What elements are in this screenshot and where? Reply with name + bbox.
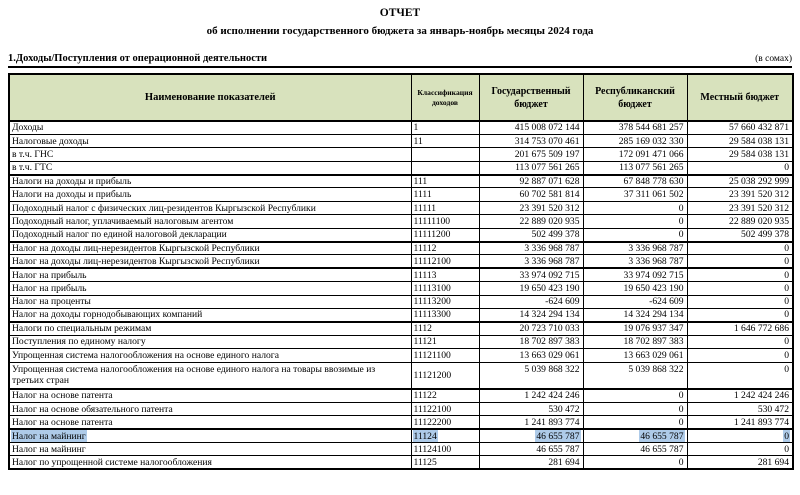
- local-budget-cell: 1 241 893 774: [687, 416, 793, 429]
- indicator-name-cell: Доходы: [9, 121, 411, 134]
- local-budget-cell: 1 646 772 686: [687, 322, 793, 335]
- classification-code-cell: 11111200: [411, 228, 479, 241]
- indicator-name-cell: Налог на прибыль: [9, 282, 411, 295]
- republican-budget-cell: 3 336 968 787: [583, 242, 687, 255]
- table-row[interactable]: [9, 416, 793, 429]
- local-budget-cell: 22 889 020 935: [687, 215, 793, 228]
- state-budget-cell: 23 391 520 312: [479, 201, 583, 214]
- classification-code-cell: 11113100: [411, 282, 479, 295]
- local-budget-cell: 0: [687, 161, 793, 174]
- republican-budget-cell: 0: [583, 456, 687, 469]
- classification-code-cell: 11121200: [411, 362, 479, 389]
- state-budget-cell: 13 663 029 061: [479, 349, 583, 362]
- classification-code-cell: 11124: [411, 429, 479, 442]
- state-budget-cell: 1 241 893 774: [479, 416, 583, 429]
- republican-budget-cell: 19 650 423 190: [583, 282, 687, 295]
- local-budget-cell: 1 242 424 246: [687, 389, 793, 402]
- report-subtitle: об исполнении государственного бюджета за январь-ноябрь месяцы 2024 года: [206, 25, 594, 37]
- table-row[interactable]: [9, 429, 793, 442]
- table-row[interactable]: [9, 255, 793, 268]
- classification-code-cell: 1111: [411, 188, 479, 201]
- state-budget-cell: 314 753 070 461: [479, 134, 583, 147]
- local-budget-cell: 530 472: [687, 402, 793, 415]
- classification-code-cell: 11113200: [411, 295, 479, 308]
- table-row[interactable]: [9, 349, 793, 362]
- table-row[interactable]: [9, 308, 793, 321]
- table-row[interactable]: [9, 215, 793, 228]
- republican-budget-cell: 13 663 029 061: [583, 349, 687, 362]
- classification-code-cell: 11121100: [411, 349, 479, 362]
- state-budget-cell: 92 887 071 628: [479, 175, 583, 188]
- state-budget-cell: 46 655 787: [479, 443, 583, 456]
- indicator-name-cell: Налоги на доходы и прибыль: [9, 175, 411, 188]
- republican-budget-cell: 5 039 868 322: [583, 362, 687, 389]
- indicator-name-cell: Налоговые доходы: [9, 134, 411, 147]
- indicator-name-cell: Налог на майнинг: [9, 443, 411, 456]
- table-row[interactable]: [9, 389, 793, 402]
- state-budget-cell: 60 702 581 814: [479, 188, 583, 201]
- local-budget-cell: 0: [687, 242, 793, 255]
- classification-code-cell: 11112: [411, 242, 479, 255]
- state-budget-cell: -624 609: [479, 295, 583, 308]
- local-budget-cell: 502 499 378: [687, 228, 793, 241]
- classification-code-cell: 11: [411, 134, 479, 147]
- republican-budget-cell: 46 655 787: [583, 443, 687, 456]
- local-budget-cell: 281 694: [687, 456, 793, 469]
- classification-code-cell: 1: [411, 121, 479, 134]
- table-row[interactable]: [9, 335, 793, 348]
- indicator-name-cell: Налог на прибыль: [9, 268, 411, 281]
- state-budget-cell: 530 472: [479, 402, 583, 415]
- classification-code-cell: 11112100: [411, 255, 479, 268]
- republican-budget-cell: 37 311 061 502: [583, 188, 687, 201]
- classification-code-cell: 11121: [411, 335, 479, 348]
- local-budget-cell: 25 038 292 999: [687, 175, 793, 188]
- local-budget-cell: 0: [687, 362, 793, 389]
- republican-budget-cell: 0: [583, 402, 687, 415]
- state-budget-cell: 22 889 020 935: [479, 215, 583, 228]
- classification-code-cell: [411, 148, 479, 161]
- table-row[interactable]: [9, 402, 793, 415]
- column-header-local-budget: Местный бюджет: [687, 74, 793, 121]
- indicator-name-cell: Налог на основе патента: [9, 416, 411, 429]
- classification-code-cell: 11113300: [411, 308, 479, 321]
- republican-budget-cell: 0: [583, 416, 687, 429]
- republican-budget-cell: 67 848 778 630: [583, 175, 687, 188]
- state-budget-cell: 3 336 968 787: [479, 242, 583, 255]
- classification-code-cell: 11122100: [411, 402, 479, 415]
- indicator-name-cell: Налоги по специальным режимам: [9, 322, 411, 335]
- republican-budget-cell: 113 077 561 265: [583, 161, 687, 174]
- local-budget-cell: 57 660 432 871: [687, 121, 793, 134]
- state-budget-cell: 281 694: [479, 456, 583, 469]
- table-row[interactable]: [9, 268, 793, 281]
- table-header-row: [9, 74, 793, 121]
- table-row[interactable]: [9, 161, 793, 174]
- classification-code-cell: 11125: [411, 456, 479, 469]
- local-budget-cell: 0: [687, 443, 793, 456]
- table-row[interactable]: [9, 362, 793, 389]
- column-header-classification: Классификация доходов: [411, 74, 479, 121]
- local-budget-cell: 0: [687, 429, 793, 442]
- state-budget-cell: 415 008 072 144: [479, 121, 583, 134]
- state-budget-cell: 5 039 868 322: [479, 362, 583, 389]
- local-budget-cell: 23 391 520 312: [687, 201, 793, 214]
- local-budget-cell: 0: [687, 349, 793, 362]
- indicator-name-cell: Упрощенная система налогообложения на основе единого налога на товары ввозимые из третьих стран: [9, 362, 411, 389]
- republican-budget-cell: -624 609: [583, 295, 687, 308]
- republican-budget-cell: 0: [583, 389, 687, 402]
- indicator-name-cell: Подоходный налог по единой налоговой декларации: [9, 228, 411, 241]
- republican-budget-cell: 285 169 032 330: [583, 134, 687, 147]
- section-header: [8, 53, 792, 68]
- report-title: ОТЧЕТ: [379, 7, 421, 19]
- classification-code-cell: 11122: [411, 389, 479, 402]
- state-budget-cell: 113 077 561 265: [479, 161, 583, 174]
- local-budget-cell: 29 584 038 131: [687, 148, 793, 161]
- classification-code-cell: 1112: [411, 322, 479, 335]
- classification-code-cell: 11111: [411, 201, 479, 214]
- republican-budget-cell: 46 655 787: [583, 429, 687, 442]
- local-budget-cell: 0: [687, 282, 793, 295]
- table-row[interactable]: [9, 175, 793, 188]
- republican-budget-cell: 33 974 092 715: [583, 268, 687, 281]
- table-row[interactable]: [9, 295, 793, 308]
- indicator-name-cell: Налог на доходы горнодобывающих компаний: [9, 308, 411, 321]
- table-row[interactable]: [9, 456, 793, 469]
- section-title: 1.Доходы/Поступления от операционной деятельности: [8, 53, 268, 64]
- local-budget-cell: 23 391 520 312: [687, 188, 793, 201]
- classification-code-cell: 11111100: [411, 215, 479, 228]
- state-budget-cell: 1 242 424 246: [479, 389, 583, 402]
- indicator-name-cell: Налог на доходы лиц-нерезидентов Кыргызской Республики: [9, 255, 411, 268]
- table-row[interactable]: [9, 188, 793, 201]
- table-row[interactable]: [9, 242, 793, 255]
- local-budget-cell: 0: [687, 335, 793, 348]
- indicator-name-cell: Налог на основе обязательного патента: [9, 402, 411, 415]
- republican-budget-cell: 378 544 681 257: [583, 121, 687, 134]
- table-row[interactable]: [9, 322, 793, 335]
- republican-budget-cell: 14 324 294 134: [583, 308, 687, 321]
- indicator-name-cell: Налог на проценты: [9, 295, 411, 308]
- table-row[interactable]: [9, 148, 793, 161]
- state-budget-cell: 46 655 787: [479, 429, 583, 442]
- indicator-name-cell: Налог на майнинг: [9, 429, 411, 442]
- indicator-name-cell: Налоги на доходы и прибыль: [9, 188, 411, 201]
- local-budget-cell: 0: [687, 255, 793, 268]
- table-row[interactable]: [9, 134, 793, 147]
- state-budget-cell: 33 974 092 715: [479, 268, 583, 281]
- indicator-name-cell: в т.ч. ГНС: [9, 148, 411, 161]
- column-header-state-budget: Государственный бюджет: [479, 74, 583, 121]
- table-row[interactable]: [9, 282, 793, 295]
- indicator-name-cell: Налог на основе патента: [9, 389, 411, 402]
- table-header: [9, 74, 793, 121]
- indicator-name-cell: Налог по упрощенной системе налогообложения: [9, 456, 411, 469]
- indicator-name-cell: Налог на доходы лиц-нерезидентов Кыргызской Республики: [9, 242, 411, 255]
- state-budget-cell: 20 723 710 033: [479, 322, 583, 335]
- republican-budget-cell: 18 702 897 383: [583, 335, 687, 348]
- indicator-name-cell: Подоходный налог, уплачиваемый налоговым агентом: [9, 215, 411, 228]
- table-body: [9, 121, 793, 469]
- state-budget-cell: 14 324 294 134: [479, 308, 583, 321]
- classification-code-cell: 111: [411, 175, 479, 188]
- table-row[interactable]: [9, 443, 793, 456]
- state-budget-cell: 19 650 423 190: [479, 282, 583, 295]
- local-budget-cell: 0: [687, 268, 793, 281]
- classification-code-cell: 11122200: [411, 416, 479, 429]
- republican-budget-cell: 19 076 937 347: [583, 322, 687, 335]
- classification-code-cell: 11113: [411, 268, 479, 281]
- budget-table: [8, 73, 794, 470]
- state-budget-cell: 201 675 509 197: [479, 148, 583, 161]
- republican-budget-cell: 0: [583, 201, 687, 214]
- column-header-indicator-name: Наименование показателей: [9, 74, 411, 121]
- indicator-name-cell: Упрощенная система налогообложения на основе единого налога: [9, 349, 411, 362]
- state-budget-cell: 502 499 378: [479, 228, 583, 241]
- column-header-republican-budget: Республиканский бюджет: [583, 74, 687, 121]
- state-budget-cell: 18 702 897 383: [479, 335, 583, 348]
- republican-budget-cell: 3 336 968 787: [583, 255, 687, 268]
- classification-code-cell: [411, 161, 479, 174]
- table-row[interactable]: [9, 201, 793, 214]
- units-note: (в сомах): [755, 54, 792, 64]
- local-budget-cell: 0: [687, 295, 793, 308]
- classification-code-cell: 11124100: [411, 443, 479, 456]
- indicator-name-cell: Подоходный налог с физических лиц-резидентов Кыргызской Республики: [9, 201, 411, 214]
- republican-budget-cell: 0: [583, 228, 687, 241]
- state-budget-cell: 3 336 968 787: [479, 255, 583, 268]
- local-budget-cell: 0: [687, 308, 793, 321]
- table-row[interactable]: [9, 121, 793, 134]
- indicator-name-cell: Поступления по единому налогу: [9, 335, 411, 348]
- indicator-name-cell: в т.ч. ГТС: [9, 161, 411, 174]
- local-budget-cell: 29 584 038 131: [687, 134, 793, 147]
- republican-budget-cell: 0: [583, 215, 687, 228]
- table-row[interactable]: [9, 228, 793, 241]
- republican-budget-cell: 172 091 471 066: [583, 148, 687, 161]
